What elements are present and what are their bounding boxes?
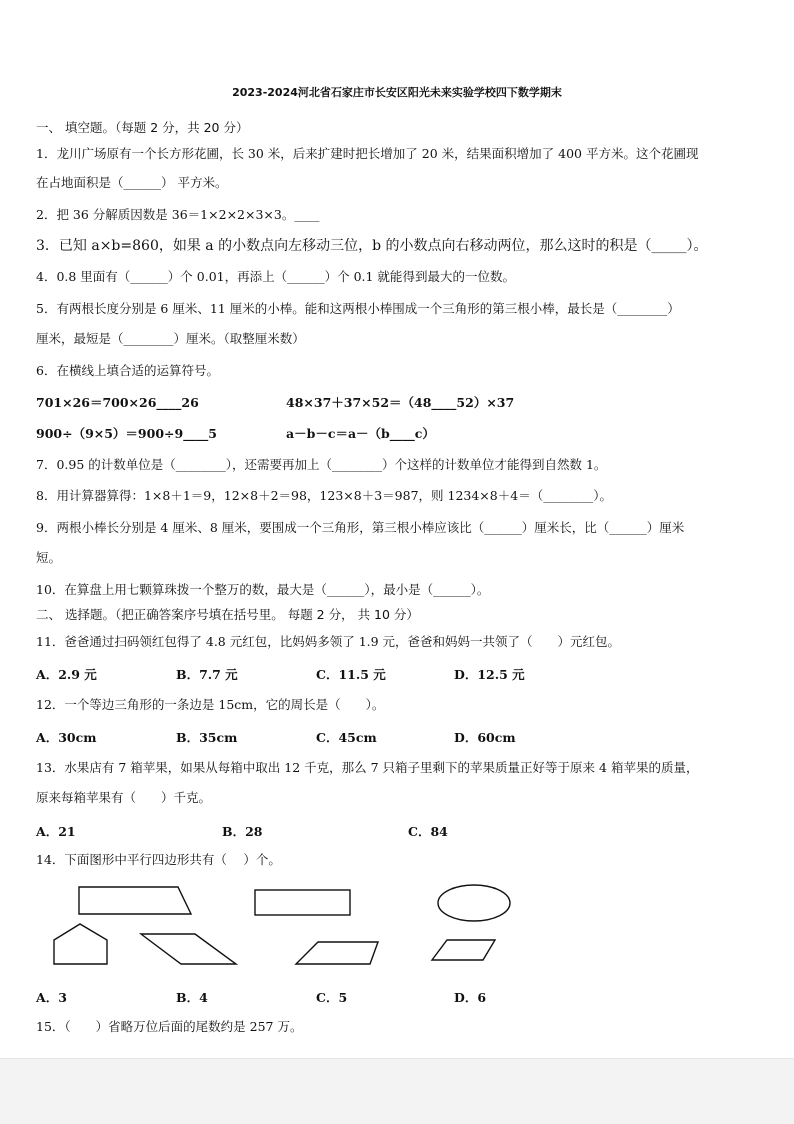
question-9-line-1: 9．两根小棒长分别是 4 厘米、8 厘米，要围成一个三角形，第三根小棒应该比（______）厘米长，比（______）厘米	[36, 520, 685, 535]
q14-option-b: B．4	[176, 990, 208, 1005]
figure-parallelogram-3	[432, 940, 495, 960]
question-2: 2．把 36 分解质因数是 36＝1×2×2×3×3。____	[36, 207, 320, 222]
section-2-heading: 二、 选择题。（把正确答案序号填在括号里。 每题 2 分， 共 10 分）	[36, 607, 419, 622]
question-6-expr-1: 701×26＝700×26____26	[36, 395, 199, 410]
q11-option-c: C．11.5 元	[316, 667, 386, 682]
q12-option-c: C．45cm	[316, 730, 377, 745]
question-4: 4．0.8 里面有（______）个 0.01，再添上（______）个 0.1 就能得到最大的一位数。	[36, 269, 515, 284]
question-5-line-2: 厘米，最短是（________）厘米。（取整厘米数）	[36, 331, 305, 346]
q11-option-a: A．2.9 元	[36, 667, 97, 682]
question-11: 11．爸爸通过扫码领红包得了 4.8 元红包，比妈妈多领了 1.9 元，爸爸和妈妈一共领了（ ）元红包。	[36, 634, 621, 649]
question-13-line-2: 原来每箱苹果有（ ）千克。	[36, 790, 212, 805]
question-6-expr-4: a－b－c＝a－（b____c）	[286, 426, 435, 441]
figure-rectangle	[255, 890, 350, 915]
figure-pentagon-house	[54, 924, 107, 964]
figure-right-trapezoid	[79, 887, 191, 914]
question-8: 8．用计算器算得：1×8＋1＝9，12×8＋2＝98，123×8＋3＝987，则 1234×8＋4＝（________）。	[36, 488, 612, 503]
figure-parallelogram-2	[296, 942, 378, 964]
q13-option-c: C．84	[408, 824, 448, 839]
question-6-expr-2: 48×37＋37×52＝（48____52）×37	[286, 395, 515, 410]
question-15: 15．（ ）省略万位后面的尾数约是 257 万。	[36, 1019, 303, 1034]
question-12: 12．一个等边三角形的一条边是 15cm，它的周长是（ ）。	[36, 697, 385, 712]
page-title: 2023-2024河北省石家庄市长安区阳光未来实验学校四下数学期末	[232, 86, 562, 99]
question-1-line-1: 1．龙川广场原有一个长方形花圃，长 30 米，后来扩建时把长增加了 20 米，结果面积增加了 400 平方米。这个花圃现	[36, 146, 699, 161]
question-3: 3．已知 a×b=860，如果 a 的小数点向左移动三位，b 的小数点向右移动两位，那么这时的积是（_____）。	[36, 238, 708, 254]
section-1-heading: 一、 填空题。（每题 2 分，共 20 分）	[36, 120, 249, 135]
question-9-line-2: 短。	[36, 550, 62, 565]
q13-option-a: A．21	[36, 824, 76, 839]
figure-ellipse	[438, 885, 510, 921]
question-1-line-2: 在占地面积是（______） 平方米。	[36, 175, 228, 190]
question-7: 7．0.95 的计数单位是（________），还需要再加上（________）个这样的计数单位才能得到自然数 1。	[36, 457, 607, 472]
figure-parallelogram-1	[141, 934, 236, 964]
q14-option-d: D．6	[454, 990, 487, 1005]
question-6-expr-3: 900÷（9×5）＝900÷9____5	[36, 426, 217, 441]
question-6: 6．在横线上填合适的运算符号。	[36, 363, 219, 378]
question-10: 10．在算盘上用七颗算珠拨一个整万的数，最大是（______），最小是（______）。	[36, 582, 490, 597]
q12-option-a: A．30cm	[36, 730, 97, 745]
q11-option-d: D．12.5 元	[454, 667, 525, 682]
q11-option-b: B．7.7 元	[176, 667, 238, 682]
page-bottom-margin	[0, 1058, 794, 1124]
q12-option-b: B．35cm	[176, 730, 238, 745]
q13-option-b: B．28	[222, 824, 263, 839]
q14-option-a: A．3	[36, 990, 67, 1005]
question-5-line-1: 5．有两根长度分别是 6 厘米、11 厘米的小棒。能和这两根小棒围成一个三角形的第三根小棒，最长是（________）	[36, 301, 680, 316]
q14-option-c: C．5	[316, 990, 348, 1005]
question-13-line-1: 13．水果店有 7 箱苹果，如果从每箱中取出 12 千克，那么 7 只箱子里剩下的苹果质量正好等于原来 4 箱苹果的质量，	[36, 760, 699, 775]
q12-option-d: D．60cm	[454, 730, 516, 745]
question-14: 14．下面图形中平行四边形共有（ ）个。	[36, 852, 281, 867]
